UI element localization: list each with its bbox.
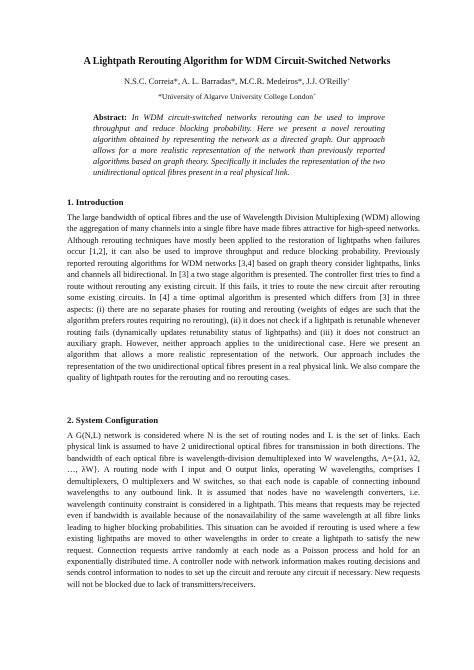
affiliations — [0, 92, 474, 102]
author-names: N.S.C. Correia*, A. L. Barradas*, M.C.R. Medeiros*, J.J. O'Reilly — [123, 77, 348, 86]
abstract — [93, 112, 385, 179]
abstract-text: In WDM circuit-switched networks rerouting can be used to improve throughput and reduce blocking probability. Here we present a novel rerouting algorithm obtained by representing the network as a directed graph. Our approach allows for a more realistic representation of the network than previously reported algorithms based on graph theory. Specifically it includes the representation of the two unidirectional optical fibres present in a real physical link. — [93, 113, 385, 178]
author-list — [0, 77, 474, 87]
system-configuration-body: A G(N,L) network is considered where N is the set of routing nodes and L is the set of links. Each physical link is assumed to have 2 unidirectional optical fibres for transmission in both directions. The bandwidth of each optical fibre is wavelength-division demultiplexed into W wavelengths, Λ={λ1, λ2, …, λW}. A routing node with I input and O output links, operating W wavelengths, comprises I demultiplexers, O multiplexers and W switches, so that each node is capable of connecting inbound wavelengths to any outbound link. It is assumed that nodes have no wavelength converters, i.e. wavelength continuity constraint is considered in a lightpath. This means that requests may be rejected even if bandwidth is available because of the nonavailability of the same wavelength at all fibre links leading to higher blocking probabilities. This situation can be avoided if rerouting is used where a few existing lightpaths are moved to other wavelengths in order to create a lightpath to satisfy the new request. Connection requests arrive randomly at each node as a Poisson process and hold for an exponentially distributed time. A controller node with network information makes routing decisions and sends control information to nodes to set up the circuit and reroute any circuit if necessary. New requests will not be blocked due to lack of transmitters/receivers. — [67, 431, 420, 589]
introduction-body: The large bandwidth of optical fibres and the use of Wavelength Division Multiplexing (WDM) allowing the aggregation of many channels into a single fibre have made fibres attractive for high-speed networks. Although rerouting techniques have mostly been applied to the restoration of lightpaths when failures occur [1,2], it can also be used to improve throughput and reduce blocking probability. Previously reported rerouting algorithms for WDM networks [3,4] based on graph theory consider lightpaths, links and channels all bidirectional. In [3] a two stage algorithm is presented. The controller first tries to find a route without rerouting any existing circuit. If this fails, it tries to route the new circuit after rerouting some existing circuits. In [4] a time optimal algorithm is presented which differs from [3] in three aspects: (i) there are no separate phases for routing and rerouting (weights of edges are such that the algorithm prefers routes requiring no rerouting), (ii) it does not check if a lightpath is retunable whenever routing fails (dynamically updates retunability status of lightpaths) and (iii) it does not construct an auxiliary graph. However, neither approach applies to the unidirectional case. Here we present an algorithm that allows a more realistic representation of the network. Our approach includes the representation of the two unidirectional optical fibres present in a real physical link. We also compare the quality of lightpath routes for the rerouting and no rerouting cases. — [67, 213, 420, 383]
affiliation-marker: + — [313, 93, 316, 98]
abstract-label: Abstract: — [93, 113, 127, 122]
author-affil-marker: + — [347, 78, 351, 83]
section-heading-introduction: 1. Introduction — [67, 197, 124, 207]
section-heading-system-configuration: 2. System Configuration — [67, 415, 159, 425]
affiliation-text: *University of Algarve University College London — [158, 92, 314, 101]
paper-title: A Lightpath Rerouting Algorithm for WDM Circuit-Switched Networks — [83, 56, 391, 67]
